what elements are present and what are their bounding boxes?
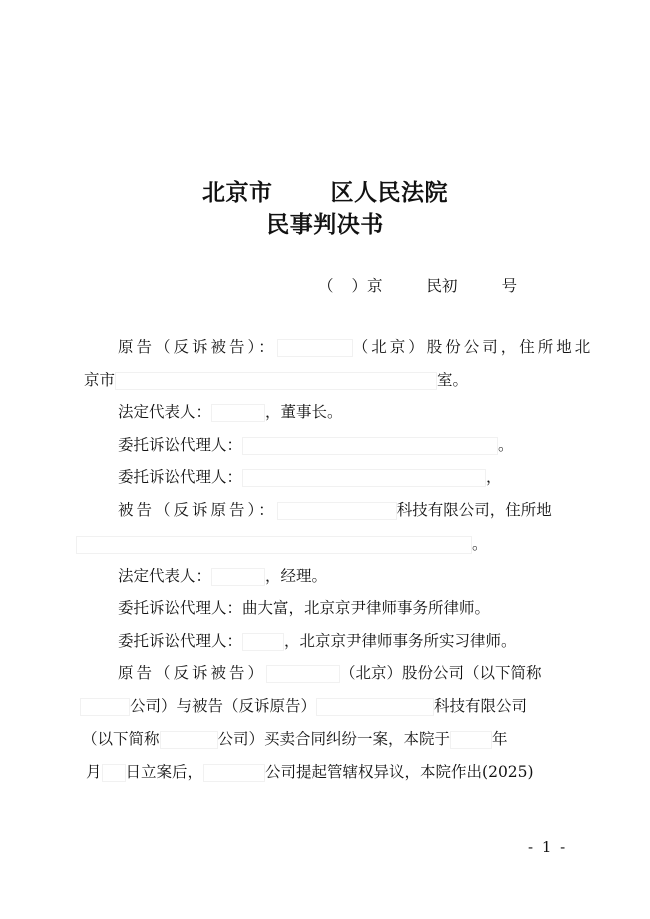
defendant-agent-2: 委托诉讼代理人： ，北京京尹律师事务所实习律师。 [118, 632, 517, 650]
redacted-day [102, 764, 126, 782]
case-number: （ ）京 民初 号 [318, 277, 518, 295]
redacted-defendant-name [277, 502, 397, 520]
redacted-company [203, 764, 265, 782]
redacted-manager-name [211, 568, 265, 586]
plaintiff-line: 原告（反诉被告）： （北京）股份公司，住所地北 [118, 338, 594, 356]
redacted-abbrev-1 [80, 698, 130, 716]
plaintiff-legal-rep: 法定代表人： ，董事长。 [118, 403, 343, 421]
plaintiff-agent-1: 委托诉讼代理人： 。 [118, 436, 514, 454]
plaintiff-address-line: 京市 室。 [84, 371, 469, 389]
redacted-plaintiff-short [266, 665, 340, 683]
redacted-abbrev-2 [160, 731, 218, 749]
page-number: - 1 - [528, 838, 568, 856]
court-suffix: 区人民法院 [330, 179, 448, 206]
redacted-agent-name [242, 633, 284, 651]
redacted-rep-name [211, 404, 265, 422]
case-summary-line-1: 原告（反诉被告） （北京）股份公司（以下简称 [118, 664, 542, 682]
redacted-defendant-short [316, 698, 434, 716]
redacted-agent-2 [242, 469, 486, 487]
case-summary-line-2: 公司）与被告（反诉原告） 科技有限公司 [80, 696, 527, 716]
case-summary-line-3: （以下简称 公司）买卖合同纠纷一案，本院于 年 [82, 730, 508, 748]
redacted-agent-1 [242, 437, 498, 455]
redacted-plaintiff-name [277, 339, 353, 357]
defendant-agent-1: 委托诉讼代理人：曲大富，北京京尹律师事务所律师。 [118, 599, 491, 617]
defendant-legal-rep: 法定代表人： ，经理。 [118, 567, 328, 585]
case-summary-line-4: 月 日立案后， 公司提起管辖权异议，本院作出(2025) [86, 763, 534, 781]
court-prefix: 北京市 [202, 179, 273, 206]
plaintiff-agent-2: 委托诉讼代理人： ， [118, 468, 502, 486]
document-type-title: 民事判决书 [266, 211, 384, 238]
redacted-defendant-address [76, 536, 472, 554]
defendant-address-line: 。 [76, 534, 488, 554]
redacted-plaintiff-address [115, 372, 437, 390]
court-title [0, 174, 650, 207]
defendant-line: 被告（反诉原告）： 科技有限公司，住所地 [118, 501, 552, 519]
redacted-year-filed [450, 731, 492, 749]
